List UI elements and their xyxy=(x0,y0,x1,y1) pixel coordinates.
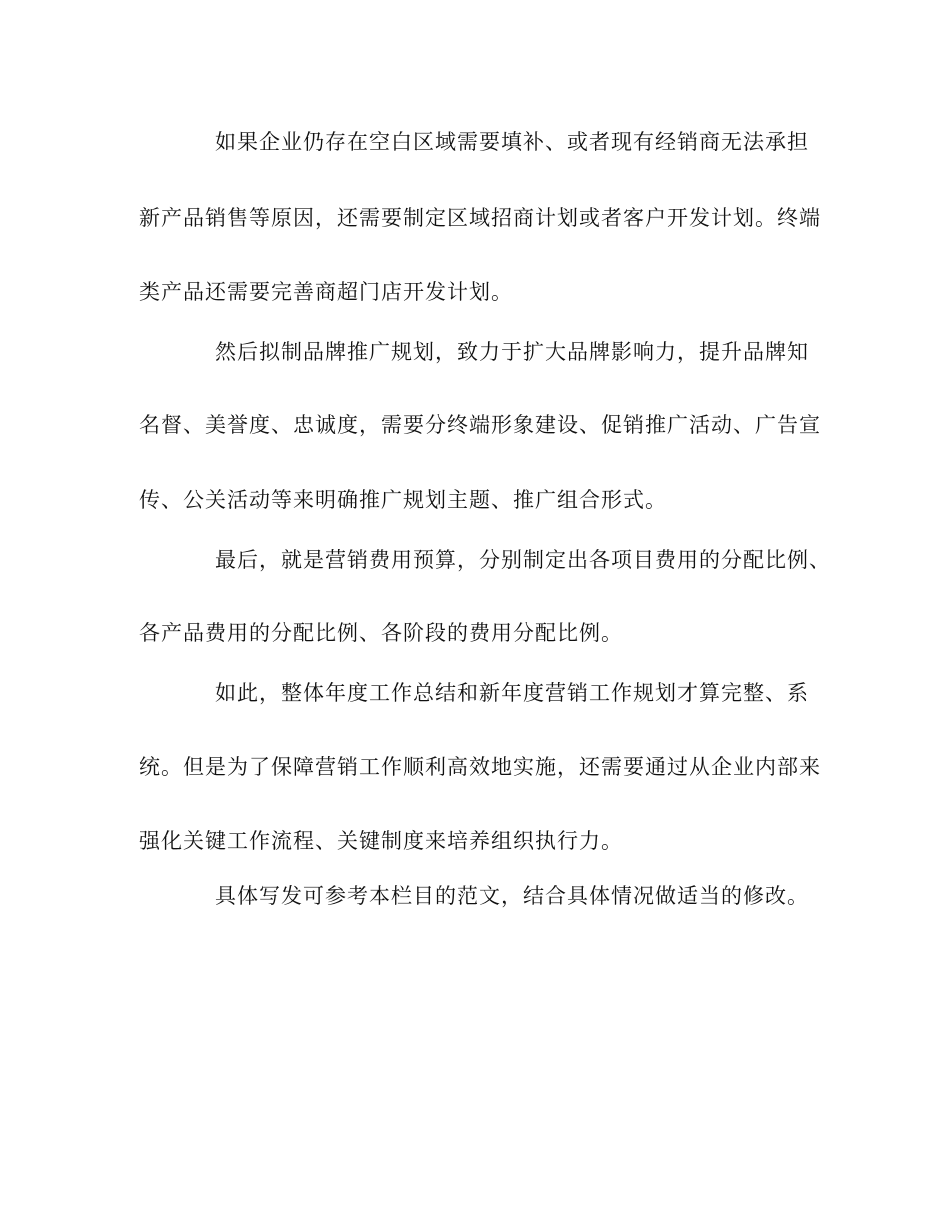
paragraph-2-line-2: 名督、美誉度、忠诚度，需要分终端形象建设、促销推广活动、广告宣 xyxy=(139,413,821,437)
paragraph-1-line-3: 类产品还需要完善商超门店开发计划。 xyxy=(139,280,513,304)
paragraph-2-line-1: 然后拟制品牌推广规划，致力于扩大品牌影响力，提升品牌知 xyxy=(215,340,809,364)
paragraph-1-line-2: 新产品销售等原因，还需要制定区域招商计划或者客户开发计划。终端 xyxy=(139,206,821,230)
paragraph-1-line-1: 如果企业仍存在空白区域需要填补、或者现有经销商无法承担 xyxy=(215,130,809,154)
paragraph-2-line-3: 传、公关活动等来明确推广规划主题、推广组合形式。 xyxy=(139,488,667,512)
paragraph-5-line-1: 具体写发可参考本栏目的范文，结合具体情况做适当的修改。 xyxy=(215,884,809,908)
paragraph-3-line-2: 各产品费用的分配比例、各阶段的费用分配比例。 xyxy=(139,621,623,645)
paragraph-4-line-3: 强化关键工作流程、关键制度来培养组织执行力。 xyxy=(139,829,623,853)
paragraph-4-line-1: 如此，整体年度工作总结和新年度营销工作规划才算完整、系 xyxy=(215,681,809,705)
paragraph-3-line-1: 最后，就是营销费用预算，分别制定出各项目费用的分配比例、 xyxy=(215,548,831,572)
paragraph-4-line-2: 统。但是为了保障营销工作顺利高效地实施，还需要通过从企业内部来 xyxy=(139,755,821,779)
